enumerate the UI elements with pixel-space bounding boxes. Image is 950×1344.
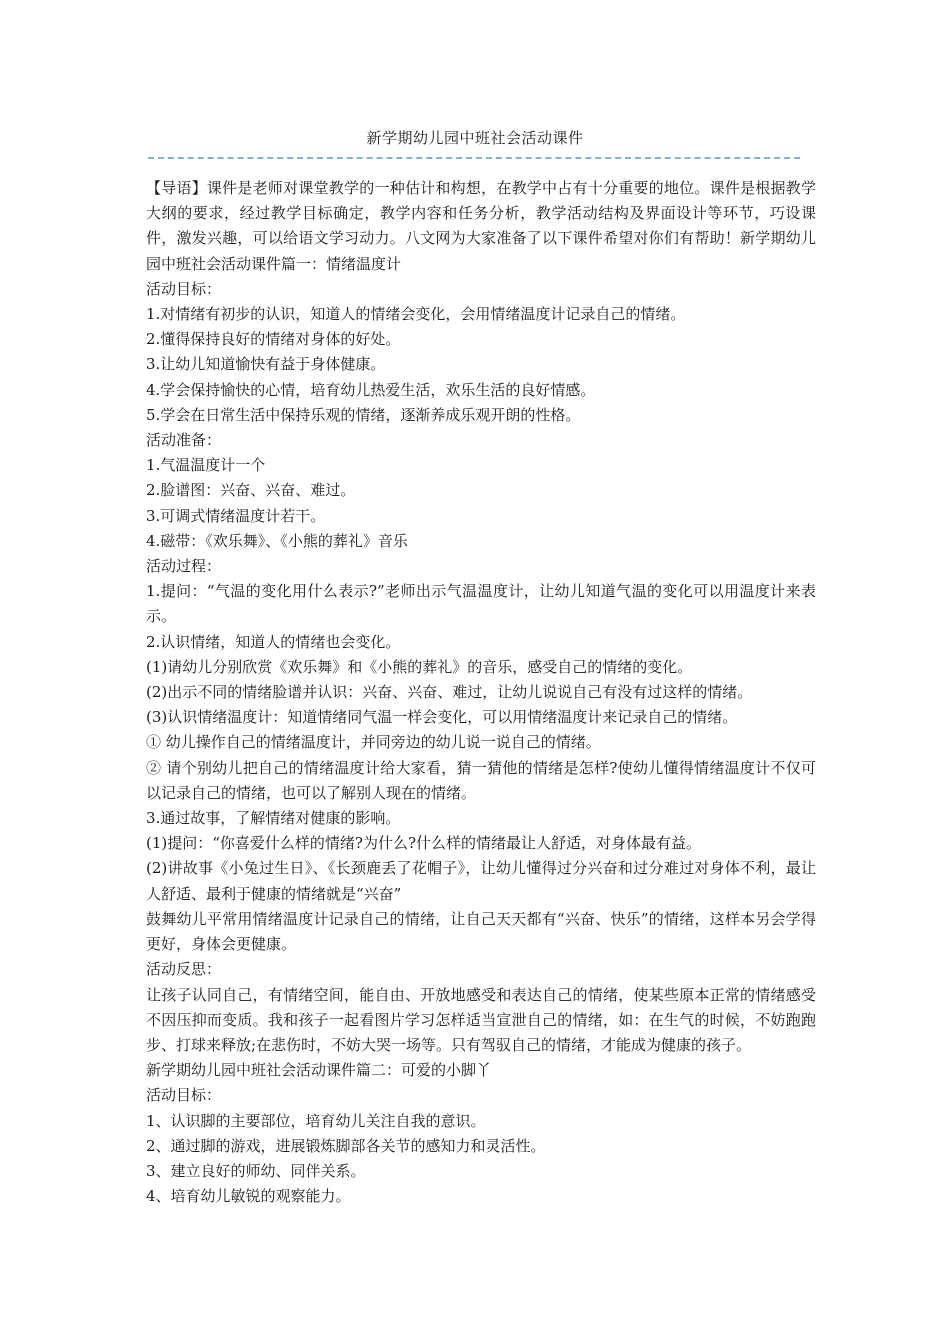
list-item: 1、认识脚的主要部位，培育幼儿关注自我的意识。 <box>146 1111 486 1130</box>
body-paragraph: 让孩子认同自己，有情绪空间，能自由、开放地感受和表达自己的情绪，使某些原本正常的情绪感受不因压抑而变质。我和孩子一起看图片学习怎样适当宣泄自己的情绪，如：在生气的时候，不妨跑跑步、打球来释放;在悲伤时，不妨大哭一场等。只有驾驭自己的情绪，才能成为健康的孩子。 <box>146 985 816 1054</box>
section-heading: 活动准备： <box>146 431 222 450</box>
list-item: 3.通过故事，了解情绪对健康的影响。 <box>146 809 401 828</box>
section-heading: 活动目标： <box>146 279 222 298</box>
list-item: 1.对情绪有初步的认识，知道人的情绪会变化，会用情绪温度计记录自己的情绪。 <box>146 305 686 324</box>
list-item: (3)认识情绪温度计：知道情绪同气温一样会变化，可以用情绪温度计来记录自己的情绪。 <box>146 708 738 727</box>
list-item: 5.学会在日常生活中保持乐观的情绪，逐渐养成乐观开朗的性格。 <box>146 405 581 424</box>
list-item: (1)提问：“你喜爱什么样的情绪?为什么?什么样的情绪最让人舒适，对身体最有益。 <box>146 834 702 853</box>
list-item: (2)出示不同的情绪脸谱并认识：兴奋、兴奋、难过，让幼儿说说自己有没有过这样的情绪。 <box>146 683 753 702</box>
list-item: 3.可调式情绪温度计若干。 <box>146 506 326 525</box>
list-item: ① 幼儿操作自己的情绪温度计，并同旁边的幼儿说一说自己的情绪。 <box>146 733 601 752</box>
list-item: (2)讲故事《小兔过生日》、《长颈鹿丢了花帽子》，让幼儿懂得过分兴奋和过分难过对身体不利，最让人舒适、最利于健康的情绪就是“兴奋” <box>146 859 816 903</box>
list-item: 4.磁带：《欢乐舞》、《小熊的葬礼》音乐 <box>146 531 408 550</box>
list-item: (1)请幼儿分别欣赏《欢乐舞》和《小熊的葬礼》的音乐，感受自己的情绪的变化。 <box>146 657 693 676</box>
body-paragraph: 鼓舞幼儿平常用情绪温度计记录自己的情绪，让自己天天都有“兴奋、快乐”的情绪，这样本另会学得更好，身体会更健康。 <box>146 909 816 954</box>
section-heading: 活动反思： <box>146 960 222 979</box>
list-item: 2、通过脚的游戏，进展锻炼脚部各关节的感知力和灵活性。 <box>146 1136 546 1155</box>
list-item: 3.让幼儿知道愉快有益于身体健康。 <box>146 355 386 374</box>
subsection-title: 新学期幼儿园中班社会活动课件篇二：可爱的小脚丫 <box>146 1061 492 1080</box>
list-item: 4.学会保持愉快的心情，培育幼儿热爱生活，欢乐生活的良好情感。 <box>146 380 596 399</box>
list-item: 1.提问：“气温的变化用什么表示?”老师出示气温温度计，让幼儿知道气温的变化可以用温度计来表示。 <box>146 582 816 626</box>
document-title: 新学期幼儿园中班社会活动课件 <box>366 129 584 147</box>
document-body <box>146 176 816 1209</box>
intro-paragraph: 【导语】课件是老师对课堂教学的一种估计和构想，在教学中占有十分重要的地位。课件是根据教学大纲的要求，经过教学目标确定，教学内容和任务分析，教学活动结构及界面设计等环节，巧设课件，激发兴趣，可以给语文学习动力。八文网为大家准备了以下课件希望对你们有帮助！新学期幼儿园中班社会活动课件篇一：情绪温度计 <box>146 179 816 273</box>
list-item: 1.气温温度计一个 <box>146 456 266 475</box>
list-item: ② 请个别幼儿把自己的情绪温度计给大家看，猜一猜他的情绪是怎样?使幼儿懂得情绪温度计不仅可以记录自己的情绪，也可以了解别人现在的情绪。 <box>146 758 816 802</box>
title-divider <box>148 157 800 159</box>
list-item: 4、培育幼儿敏锐的观察能力。 <box>146 1187 351 1206</box>
list-item: 2.懂得保持良好的情绪对身体的好处。 <box>146 330 401 349</box>
list-item: 2.认识情绪，知道人的情绪也会变化。 <box>146 632 401 651</box>
section-heading: 活动过程： <box>146 557 222 576</box>
list-item: 2.脸谱图：兴奋、兴奋、难过。 <box>146 481 356 500</box>
section-heading: 活动目标： <box>146 1086 222 1105</box>
list-item: 3、建立良好的师幼、同伴关系。 <box>146 1161 366 1180</box>
